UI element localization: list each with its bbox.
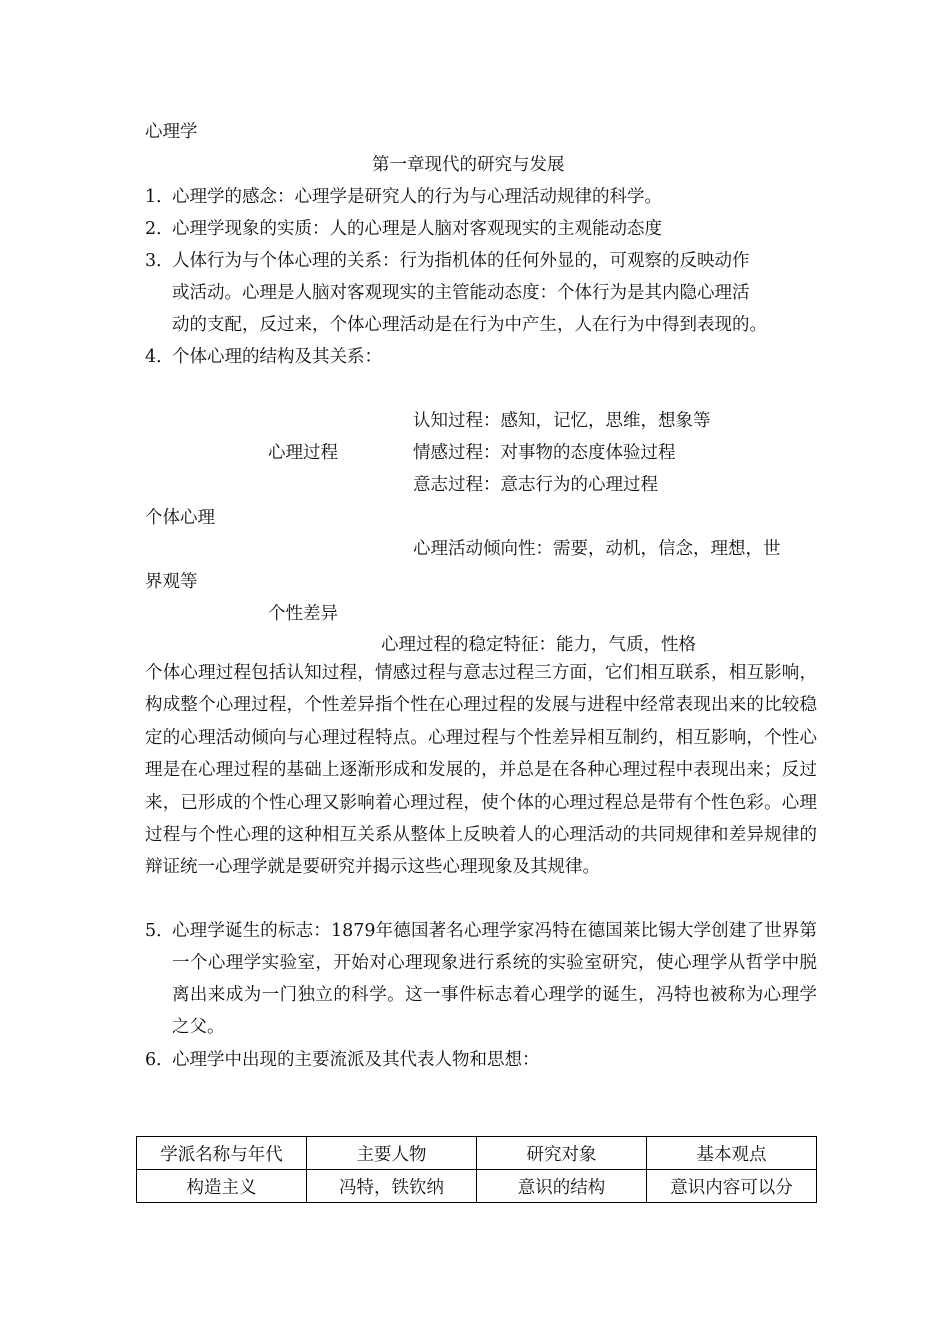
item-number: 3． xyxy=(145,251,174,271)
stable-traits: 心理过程的稳定特征：能力，气质，性格 xyxy=(381,635,696,655)
table-row xyxy=(137,1170,817,1203)
column-header: 基本观点 xyxy=(647,1137,817,1170)
table-cell: 意识的结构 xyxy=(477,1170,647,1203)
column-header: 学派名称与年代 xyxy=(137,1137,307,1170)
item-text: 心理学的感念：心理学是研究人的行为与心理活动规律的科学。 xyxy=(172,187,662,207)
structure-root: 个体心理 xyxy=(145,508,215,528)
item-text: 个体心理的结构及其关系： xyxy=(172,347,382,367)
table-cell: 冯特，铁钦纳 xyxy=(307,1170,477,1203)
tendency-line: 心理活动倾向性：需要，动机，信念，理想，世 xyxy=(413,539,781,559)
table-header-row xyxy=(137,1137,817,1170)
process-label: 心理过程 xyxy=(268,443,338,463)
item-number: 1． xyxy=(145,187,174,207)
column-header: 研究对象 xyxy=(477,1137,647,1170)
item-text: 心理学诞生的标志：1879年德国著名心理学家冯特在德国莱比锡大学创建了世界第一个心理学实验室，开始对心理现象进行系统的实验室研究，使心理学从哲学中脱离出来成为一门独立的科学。这一事件标志着心理学的诞生，冯特也被称为心理学之父。 xyxy=(172,921,817,1037)
item-text-line: 人体行为与个体心理的关系：行为指机体的任何外显的，可观察的反映动作 xyxy=(172,251,750,271)
document-header: 心理学 xyxy=(145,122,198,142)
item-text-line: 动的支配，反过来，个体心理活动是在行为中产生，人在行为中得到表现的。 xyxy=(172,315,767,335)
item-text: 心理学中出现的主要流派及其代表人物和思想： xyxy=(172,1050,540,1070)
item-text: 心理学现象的实质：人的心理是人脑对客观现实的主观能动态度 xyxy=(172,219,662,239)
chapter-title: 第一章现代的研究与发展 xyxy=(372,155,565,175)
item-number: 6． xyxy=(145,1050,174,1070)
schools-table xyxy=(136,1136,817,1203)
item-number: 2． xyxy=(145,219,174,239)
process-item: 情感过程：对事物的态度体验过程 xyxy=(413,443,676,463)
item-number: 4． xyxy=(145,347,174,367)
body-paragraph: 个体心理过程包括认知过程，情感过程与意志过程三方面，它们相互联系，相互影响，构成整个心理过程，个性差异指个性在心理过程的发展与进程中经常表现出来的比较稳定的心理活动倾向与心理过程特点。心理过程与个性差异相互制约，相互影响，个性心理是在心理过程的基础上逐渐形成和发展的，并总是在各种心理过程中表现出来；反过来，已形成的个性心理又影响着心理过程，使个体的心理过程总是带有个性色彩。心理过程与个性心理的这种相互关系从整体上反映着人的心理活动的共同规律和差异规律的辩证统一心理学就是要研究并揭示这些心理现象及其规律。 xyxy=(145,663,817,878)
tendency-line: 界观等 xyxy=(145,572,198,592)
item-text-line: 或活动。心理是人脑对客观现实的主管能动态度：个体行为是其内隐心理活 xyxy=(172,283,750,303)
table-cell: 构造主义 xyxy=(137,1170,307,1203)
column-header: 主要人物 xyxy=(307,1137,477,1170)
table-cell: 意识内容可以分 xyxy=(647,1170,817,1203)
process-item: 认知过程：感知，记忆，思维，想象等 xyxy=(413,411,711,431)
diff-label: 个性差异 xyxy=(268,604,338,624)
process-item: 意志过程：意志行为的心理过程 xyxy=(413,475,658,495)
item-number: 5． xyxy=(145,921,174,941)
